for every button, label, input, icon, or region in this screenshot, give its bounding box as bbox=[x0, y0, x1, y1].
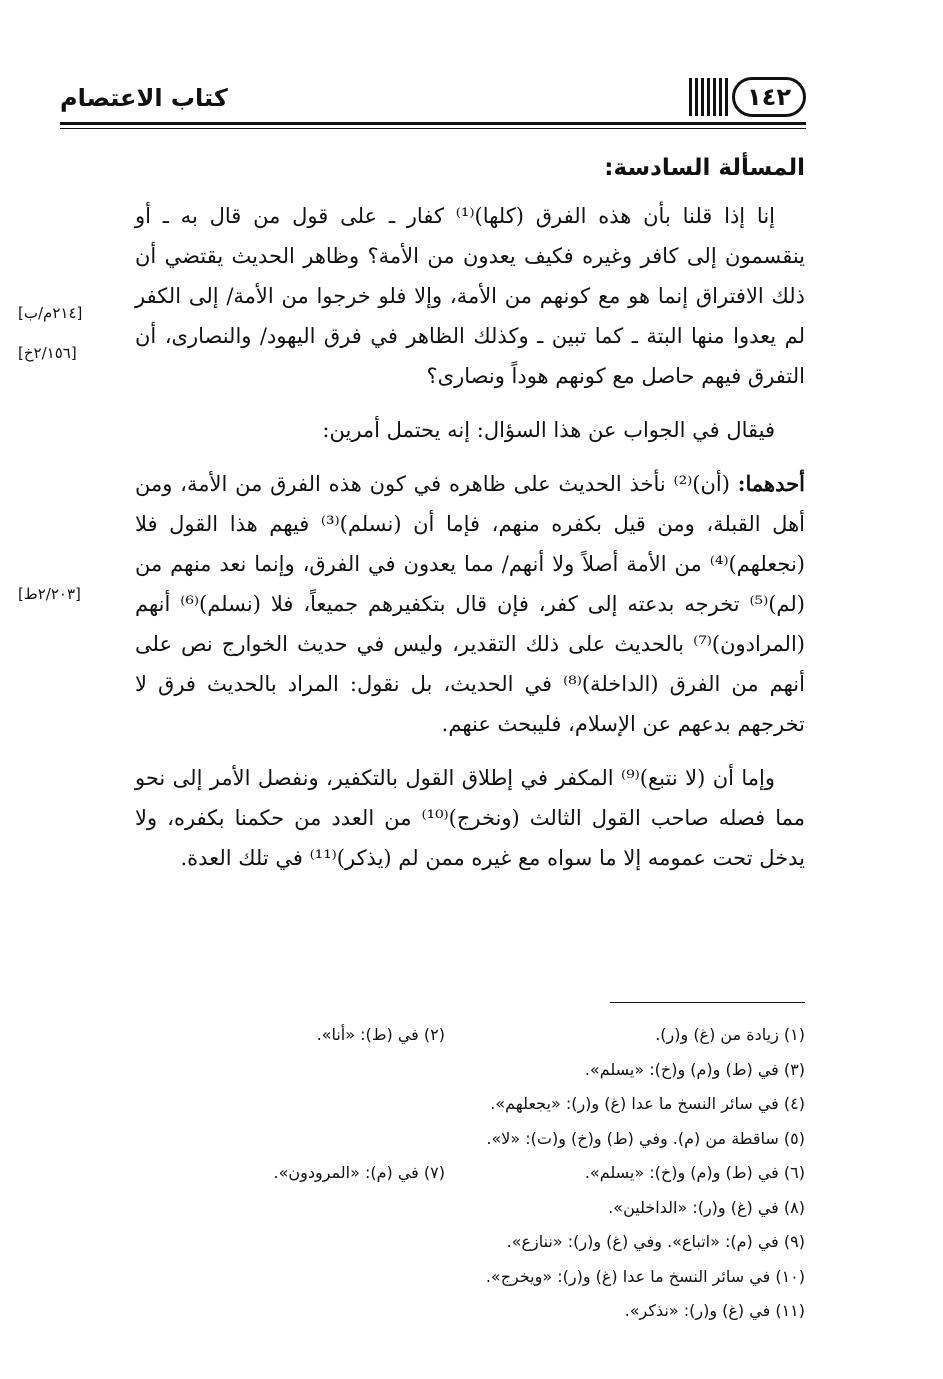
footnote-row bbox=[185, 1122, 805, 1157]
footnote-row bbox=[185, 1053, 805, 1088]
footnote: (١) زيادة من (غ) و(ر). bbox=[655, 1025, 805, 1044]
margin-reference: [٢/٢٠٣ط] bbox=[18, 585, 81, 603]
footnote: (٢) في (ط): «أنا». bbox=[316, 1025, 445, 1044]
footnote: (١٠) في سائر النسخ ما عدا (غ) و(ر): «ويخرج». bbox=[485, 1266, 805, 1286]
header-rule-thin bbox=[60, 128, 806, 129]
paragraph: فيقال في الجواب عن هذا السؤال: إنه يحتمل أمرين: bbox=[322, 418, 775, 442]
footnote: (٥) ساقطة من (م). وفي (ط) و(خ) و(ت): «لا». bbox=[486, 1128, 805, 1148]
footnote: (٧) في (م): «المرودون». bbox=[273, 1163, 445, 1182]
footnote-row bbox=[185, 1294, 805, 1329]
decorative-bars bbox=[689, 78, 728, 116]
footnotes bbox=[185, 1018, 805, 1329]
footnote-separator bbox=[610, 1002, 805, 1003]
footnote: (٤) في سائر النسخ ما عدا (غ) و(ر): «يجعلهم». bbox=[490, 1094, 805, 1113]
paragraph: وإما أن (لا نتبع)⁽⁹⁾ المكفر في إطلاق القول بالتكفير، ونفصل الأمر إلى نحو مما فصله صاحب القول الثالث (ونخرج)⁽¹⁰⁾ من العدد من حكمنا بكفره، ولا يدخل تحت عمومه إلا ما سواه مع غيره ممن لم (يذكر)⁽¹¹⁾ في تلك العدة. bbox=[135, 766, 805, 870]
footnote-row bbox=[185, 1191, 805, 1226]
page-number-ornament bbox=[689, 78, 806, 116]
footnote: (٩) في (م): «اتباع». وفي (غ) و(ر): «ننازع». bbox=[506, 1232, 805, 1251]
footnote: (٦) في (ط) و(م) و(خ): «يسلم». bbox=[584, 1163, 805, 1182]
page-header bbox=[60, 70, 806, 126]
paragraph-lead: أحدهما: bbox=[737, 471, 805, 496]
footnote-row bbox=[185, 1087, 805, 1122]
main-text bbox=[135, 148, 805, 892]
footnote-row bbox=[185, 1156, 805, 1191]
paragraph: إنا إذا قلنا بأن هذه الفرق (كلها)⁽¹⁾ كفار ـ على قول من قال به ـ أو ينقسمون إلى كافر وغيره فكيف يعدون من الأمة؟ وظاهر الحديث يقتضي أن ذلك الافتراق إنما هو مع كونهم من الأمة، وإلا فلو خرجوا من الأمة/ إلى الكفر لم يعدوا منها البتة ـ كما تبين ـ وكذلك الظاهر في فرق اليهود/ والنصارى، أن التفرق فيهم حاصل مع كونهم هوداً ونصارى؟ bbox=[135, 204, 805, 388]
footnote-row bbox=[185, 1018, 805, 1053]
footnote-row bbox=[185, 1225, 805, 1260]
paragraph-body: (أن)⁽²⁾ نأخذ الحديث على ظاهره في كون هذه الفرق من الأمة، ومن أهل القبلة، ومن قيل بكفره منهم، فإما أن (نسلم)⁽³⁾ فيهم هذا القول فلا (نجعلهم)⁽⁴⁾ من الأمة أصلاً ولا أنهم/ مما يعدون في الفرق، وإنما نعد منهم من (لم)⁽⁵⁾ تخرجه بدعته إلى كفر، فإن قال بتكفيرهم جميعاً، فلا (نسلم)⁽⁶⁾ أنهم (المرادون)⁽⁷⁾ بالحديث على ذلك التقدير، وليس في حديث الخوارج نص على أنهم من الفرق (الداخلة)⁽⁸⁾ في الحديث، بل نقول: المراد بالحديث فرق لا تخرجهم بدعهم عن الإسلام، فليبحث عنهم. bbox=[135, 472, 805, 736]
margin-reference: [٢١٤م/ب] bbox=[18, 304, 83, 322]
margin-reference: [٢/١٥٦خ] bbox=[18, 344, 77, 362]
section-title: المسألة السادسة: bbox=[604, 155, 805, 181]
footnote-row bbox=[185, 1260, 805, 1295]
header-rule bbox=[60, 122, 806, 125]
book-title: كتاب الاعتصام bbox=[60, 84, 228, 112]
page-number: ١٤٢ bbox=[732, 77, 806, 117]
footnote: (٨) في (غ) و(ر): «الداخلين». bbox=[608, 1197, 805, 1217]
footnote: (٣) في (ط) و(م) و(خ): «يسلم». bbox=[584, 1059, 805, 1079]
paragraph bbox=[135, 464, 805, 744]
footnote: (١١) في (غ) و(ر): «نذكر». bbox=[624, 1301, 805, 1320]
